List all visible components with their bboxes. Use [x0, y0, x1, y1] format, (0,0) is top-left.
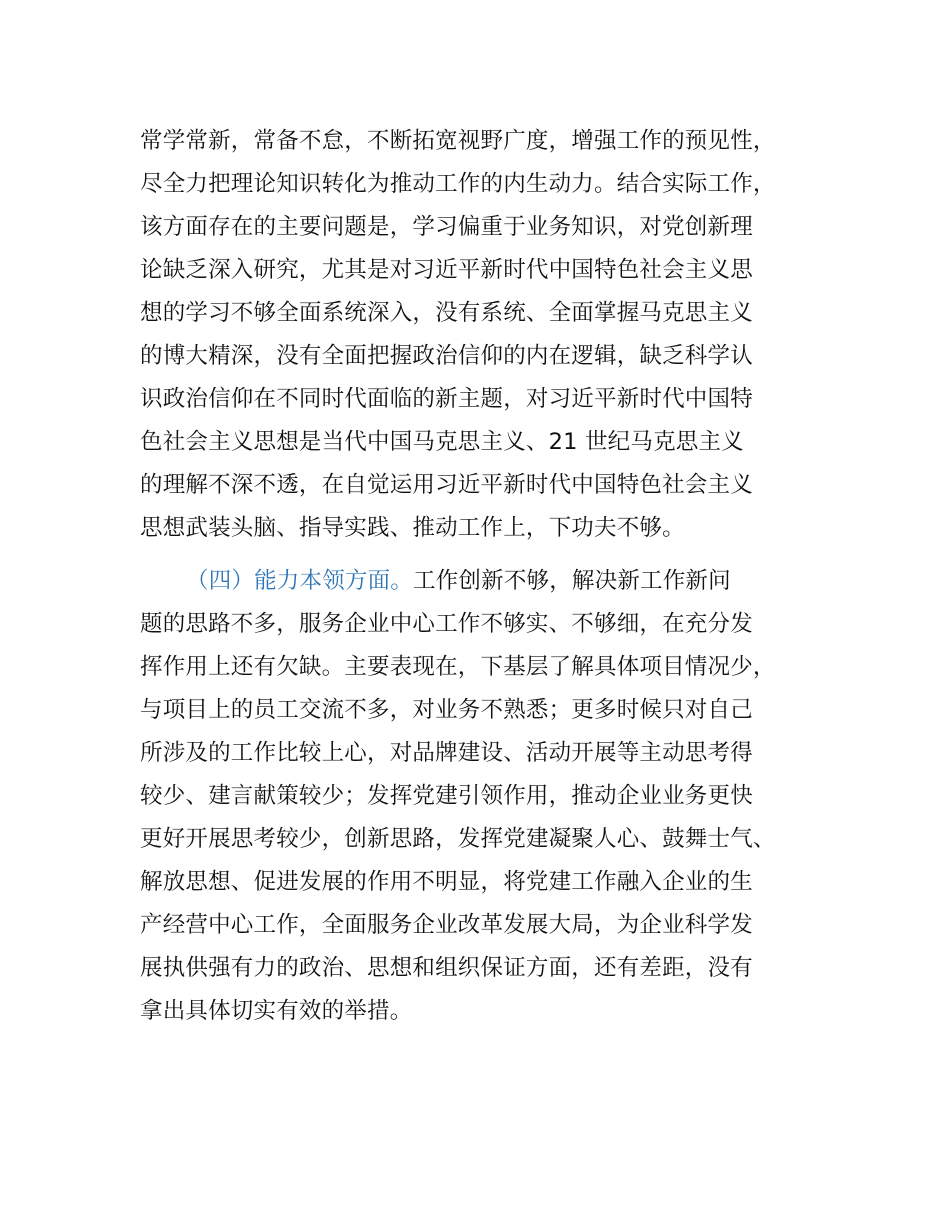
paragraph-line: 解放思想、促进发展的作用不明显，将党建工作融入企业的生 [140, 869, 753, 895]
paragraph-ability-issues [140, 560, 840, 1033]
paragraph-line: 较少、建言献策较少；发挥党建引领作用，推动企业业务更快 [140, 783, 753, 809]
paragraph-line: 挥作用上还有欠缺。主要表现在，下基层了解具体项目情况少， [140, 654, 776, 680]
paragraph-line: 拿出具体切实有效的举措。 [140, 998, 413, 1024]
paragraph-line: 展执供强有力的政治、思想和组织保证方面，还有差距，没有 [140, 955, 753, 981]
paragraph-line: 尽全力把理论知识转化为推动工作的内生动力。结合实际工作， [140, 171, 776, 197]
paragraph-line: 更好开展思考较少，创新思路，发挥党建凝聚人心、鼓舞士气、 [140, 826, 776, 852]
paragraph-line: 与项目上的员工交流不多，对业务不熟悉；更多时候只对自己 [140, 697, 753, 723]
paragraph-line: 想的学习不够全面系统深入，没有系统、全面掌握马克思主义 [140, 300, 753, 326]
paragraph-line: 的博大精深，没有全面把握政治信仰的内在逻辑，缺乏科学认 [140, 343, 753, 369]
paragraph-line: 色社会主义思想是当代中国马克思主义、21 世纪马克思主义 [140, 429, 744, 455]
section-heading: （四）能力本领方面。 [186, 568, 414, 594]
paragraph-line: 该方面存在的主要问题是，学习偏重于业务知识，对党创新理 [140, 214, 753, 240]
paragraph-study-issues [140, 120, 840, 550]
paragraph-text: 工作创新不够，解决新工作新问 [413, 568, 731, 594]
paragraph-line: 产经营中心工作，全面服务企业改革发展大局，为企业科学发 [140, 912, 753, 938]
paragraph-line: 常学常新，常备不怠，不断拓宽视野广度，增强工作的预见性， [140, 128, 776, 154]
paragraph-line: 题的思路不多，服务企业中心工作不够实、不够细，在充分发 [140, 611, 753, 637]
paragraph-line: 所涉及的工作比较上心，对品牌建设、活动开展等主动思考得 [140, 740, 753, 766]
paragraph-line: 识政治信仰在不同时代面临的新主题，对习近平新时代中国特 [140, 386, 753, 412]
paragraph-line: 思想武装头脑、指导实践、推动工作上，下功夫不够。 [140, 515, 685, 541]
paragraph-line: 的理解不深不透，在自觉运用习近平新时代中国特色社会主义 [140, 472, 753, 498]
paragraph-line: 论缺乏深入研究，尤其是对习近平新时代中国特色社会主义思 [140, 257, 753, 283]
paragraph-first-line [140, 560, 840, 603]
